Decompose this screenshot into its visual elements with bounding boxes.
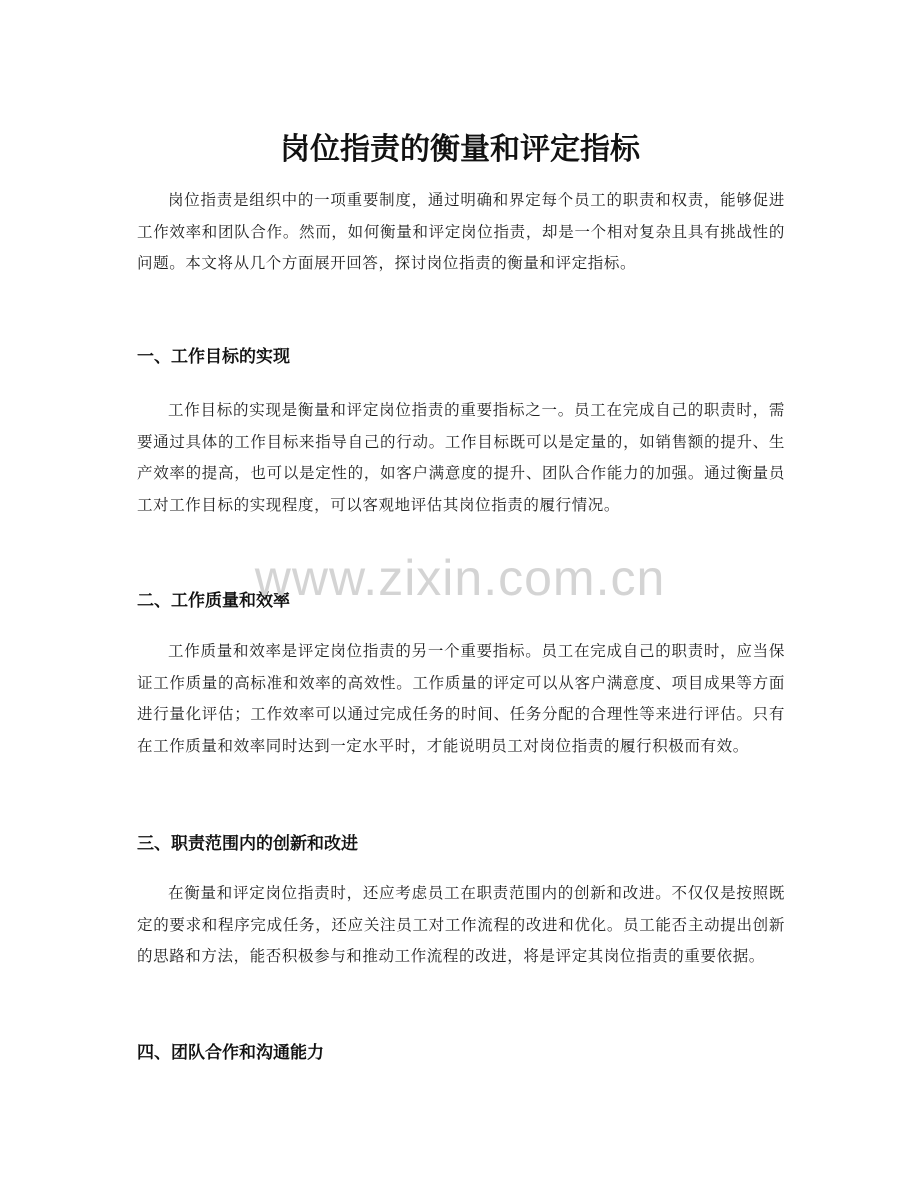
section-heading-2: 二、工作质量和效率 — [137, 591, 290, 611]
section-heading-1: 一、工作目标的实现 — [137, 347, 290, 367]
section-body-2: 工作质量和效率是评定岗位指责的另一个重要指标。员工在完成自己的职责时，应当保证工作质量的高标准和效率的高效性。工作质量的评定可以从客户满意度、项目成果等方面进行量化评估；工作效率可以通过完成任务的时间、任务分配的合理性等来进行评估。只有在工作质量和效率同时达到一定水平时，才能说明员工对岗位指责的履行积极而有效。 — [137, 642, 785, 755]
section-heading-3: 三、职责范围内的创新和改进 — [137, 834, 358, 854]
intro-paragraph: 岗位指责是组织中的一项重要制度，通过明确和界定每个员工的职责和权责，能够促进工作效率和团队合作。然而，如何衡量和评定岗位指责，却是一个相对复杂且具有挑战性的问题。本文将从几个方面展开回答，探讨岗位指责的衡量和评定指标。 — [137, 191, 785, 272]
document-title: 岗位指责的衡量和评定指标 — [280, 132, 640, 168]
section-body-3: 在衡量和评定岗位指责时，还应考虑员工在职责范围内的创新和改进。不仅仅是按照既定的要求和程序完成任务，还应关注员工对工作流程的改进和优化。员工能否主动提出创新的思路和方法，能否积极参与和推动工作流程的改进，将是评定其岗位指责的重要依据。 — [137, 884, 785, 965]
watermark: www.zixin.com.cn — [254, 550, 666, 606]
section-body-1: 工作目标的实现是衡量和评定岗位指责的重要指标之一。员工在完成自己的职责时，需要通过具体的工作目标来指导自己的行动。工作目标既可以是定量的，如销售额的提升、生产效率的提高，也可以是定性的，如客户满意度的提升、团队合作能力的加强。通过衡量员工对工作目标的实现程度，可以客观地评估其岗位指责的履行情况。 — [137, 401, 785, 514]
section-heading-4: 四、团队合作和沟通能力 — [137, 1043, 324, 1063]
